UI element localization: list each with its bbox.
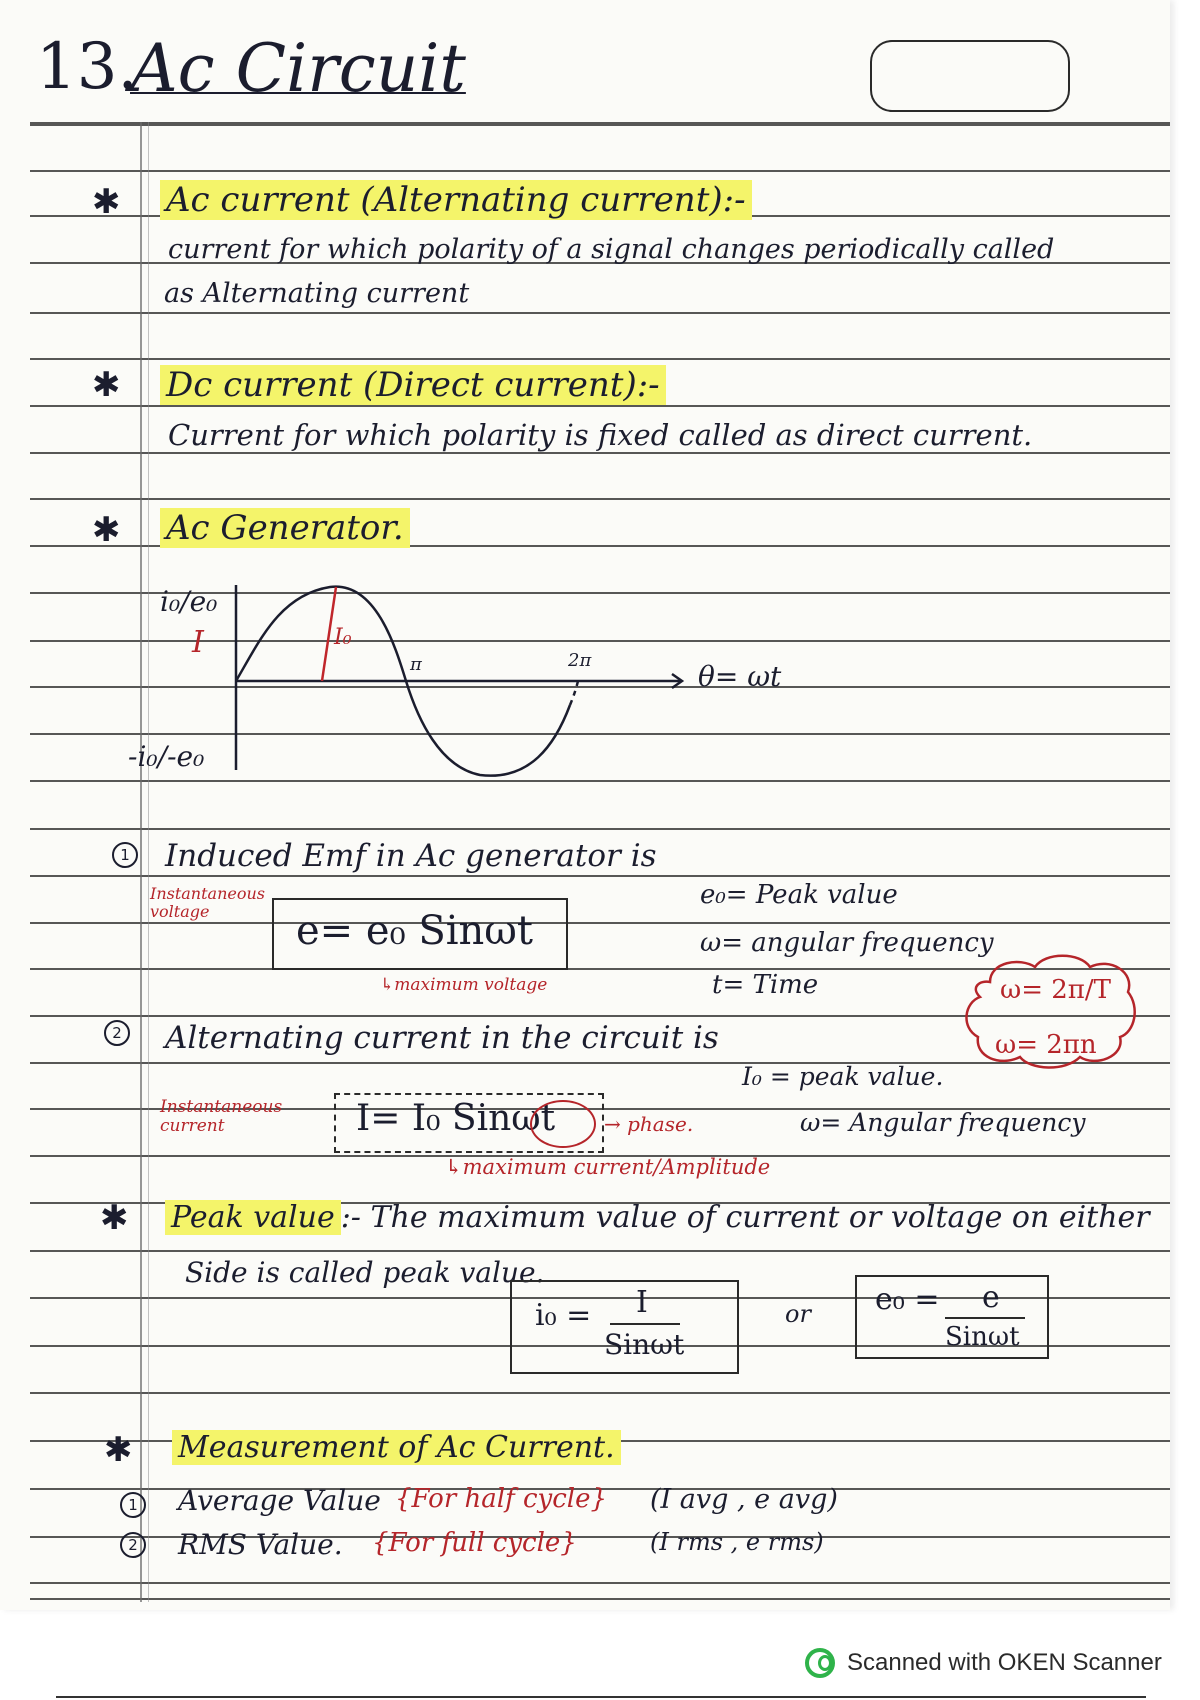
section-heading xyxy=(160,180,752,220)
fraction-line xyxy=(610,1323,680,1325)
instantaneous-current-label: Instantaneous current xyxy=(160,1097,283,1136)
section-heading xyxy=(172,1430,621,1465)
peak-value-line xyxy=(165,1200,1150,1235)
item-number: 1 xyxy=(112,842,138,868)
phase-circle xyxy=(530,1100,596,1148)
cloud-formula-1: ω= 2π/T xyxy=(1000,975,1111,1005)
scanner-footer xyxy=(805,1645,1162,1681)
graph-peak-label: I xyxy=(192,625,204,660)
margin-line xyxy=(140,122,142,1602)
ac-current-text-2: as Alternating current xyxy=(164,278,470,309)
item-number: 2 xyxy=(104,1020,130,1046)
ruled-line xyxy=(30,498,1170,500)
or-text: or xyxy=(785,1300,811,1328)
graph-2pi-label: 2π xyxy=(568,650,592,671)
peak-value-text-1: :- The maximum value of current or voltage on either xyxy=(340,1200,1150,1235)
peak-formula-2-num: e xyxy=(982,1280,1000,1315)
ruled-line xyxy=(30,452,1170,454)
ruled-line xyxy=(30,1392,1170,1394)
ruled-line xyxy=(30,358,1170,360)
max-voltage-note: ↳maximum voltage xyxy=(380,975,548,995)
chapter-title: Ac Circuit xyxy=(130,30,466,107)
sine-curve-dashed xyxy=(570,681,578,705)
ac-current-heading: Ac current (Alternating current):- xyxy=(160,180,752,220)
rms-value-symbols: (I rms , e rms) xyxy=(650,1528,824,1556)
current-formula: I= I₀ Sinωt xyxy=(356,1098,556,1139)
asterisk-icon: ✱ xyxy=(92,365,121,405)
current-def-peak: I₀ = peak value. xyxy=(742,1062,944,1091)
margin-line xyxy=(148,122,149,1602)
emf-formula: e= e₀ Sinωt xyxy=(296,908,533,954)
peak-formula-1-den: Sinωt xyxy=(604,1328,685,1361)
phase-note: → phase. xyxy=(604,1112,694,1136)
section-heading xyxy=(160,365,666,405)
dc-current-text: Current for which polarity is fixed called as direct current. xyxy=(168,418,1033,452)
ruled-line xyxy=(30,875,1170,877)
asterisk-icon: ✱ xyxy=(104,1430,133,1470)
max-current-note: ↳maximum current/Amplitude xyxy=(445,1155,771,1179)
page-number-box xyxy=(870,40,1070,112)
ruled-line xyxy=(30,1582,1170,1584)
emf-def-peak: e₀= Peak value xyxy=(700,880,898,910)
ac-generator-heading: Ac Generator. xyxy=(160,508,410,548)
scanner-text: Scanned with OKEN Scanner xyxy=(847,1649,1162,1676)
asterisk-icon: ✱ xyxy=(92,182,121,222)
item-number: 2 xyxy=(120,1532,146,1558)
average-value-note: {For half cycle} xyxy=(395,1484,608,1514)
peak-formula-2-den: Sinωt xyxy=(945,1322,1020,1352)
instantaneous-voltage-label: Instantaneous voltage xyxy=(150,884,265,921)
fraction-line xyxy=(945,1317,1025,1319)
section-heading xyxy=(160,508,410,548)
scanner-logo-icon xyxy=(805,1648,835,1678)
bottom-rule xyxy=(56,1696,1146,1698)
peak-formula-1-num: I xyxy=(636,1285,648,1320)
peak-formula-2-lhs: e₀ = xyxy=(875,1282,940,1317)
rms-value-label: RMS Value. xyxy=(178,1528,343,1561)
ruled-line xyxy=(30,1598,1170,1600)
ruled-line xyxy=(30,922,1170,924)
ruled-line xyxy=(30,828,1170,830)
ruled-line xyxy=(30,405,1170,407)
graph-y-top-label: i₀/e₀ xyxy=(160,585,218,618)
graph-peak-inner-label: I₀ xyxy=(334,625,352,650)
asterisk-icon: ✱ xyxy=(92,510,121,550)
graph-y-bottom-label: -i₀/-e₀ xyxy=(128,740,205,773)
emf-def-omega: ω= angular frequency xyxy=(700,928,994,958)
peak-value-heading: Peak value xyxy=(165,1200,341,1235)
average-value-symbols: (I avg , e avg) xyxy=(650,1484,838,1515)
item-number: 1 xyxy=(120,1492,146,1518)
peak-value-text-2: Side is called peak value. xyxy=(185,1256,545,1289)
graph-axis-label: θ= ωt xyxy=(698,660,782,693)
current-def-omega: ω= Angular frequency xyxy=(800,1108,1086,1137)
rms-value-note: {For full cycle} xyxy=(372,1528,577,1558)
graph-pi-label: π xyxy=(410,654,422,675)
cloud-formula-2: ω= 2πn xyxy=(995,1030,1097,1060)
dc-current-heading: Dc current (Direct current):- xyxy=(160,365,666,405)
ruled-line xyxy=(30,124,1170,126)
ruled-line xyxy=(30,1250,1170,1252)
ruled-line xyxy=(30,312,1170,314)
induced-emf-heading: Induced Emf in Ac generator is xyxy=(165,838,657,874)
emf-def-time: t= Time xyxy=(712,970,819,1000)
chapter-number: 13. xyxy=(36,30,138,104)
peak-formula-1-lhs: i₀ = xyxy=(535,1298,592,1333)
ac-current-text-1: current for which polarity of a signal changes periodically called xyxy=(168,234,1055,265)
measurement-heading: Measurement of Ac Current. xyxy=(172,1430,621,1465)
average-value-label: Average Value xyxy=(178,1484,381,1517)
asterisk-icon: ✱ xyxy=(100,1198,129,1238)
alternating-current-heading: Alternating current in the circuit is xyxy=(165,1020,719,1056)
ruled-line xyxy=(30,170,1170,172)
